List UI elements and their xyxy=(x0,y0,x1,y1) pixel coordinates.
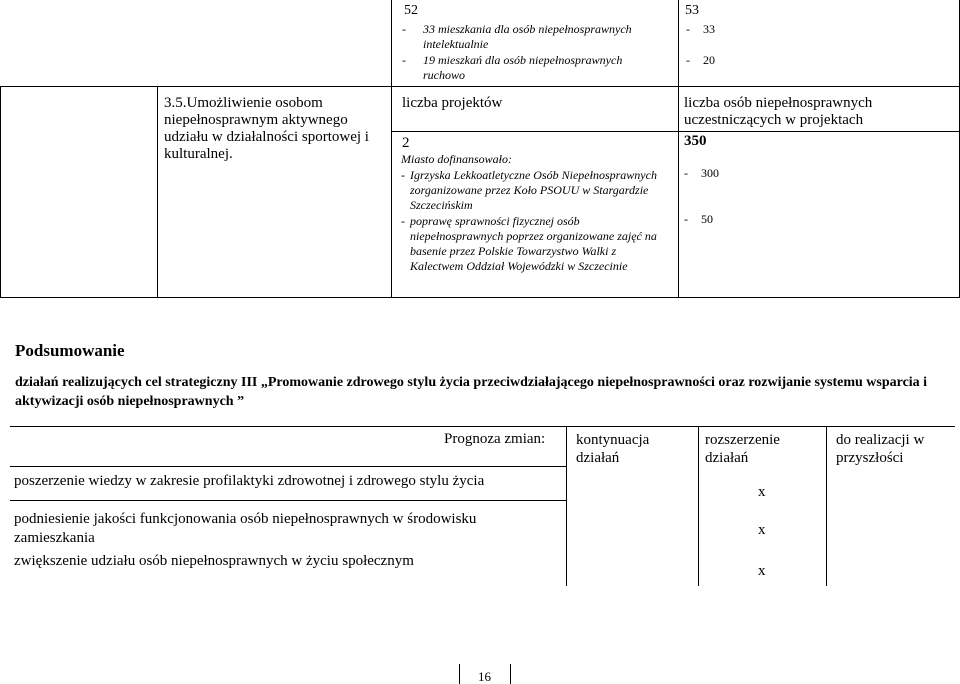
col2-funded-label: Miasto dofinansowało: xyxy=(401,152,513,166)
forecast-col-divider-1 xyxy=(566,426,567,586)
col3-item-1-text: 300 xyxy=(701,166,719,180)
col3-item-1 xyxy=(684,166,719,181)
col3-header: liczba osób niepełnosprawnych uczestniczących w projektach xyxy=(684,95,873,128)
dash: - xyxy=(684,166,688,180)
forecast-top-border xyxy=(10,426,955,427)
col2-funded-item-2-text: poprawę sprawności fizycznej osób niepełnosprawnych poprzez organizowane zajęć na basenie przez Polskie Towarzystwo Walki z Kalectwem Oddział Wojewódzki w Szczecinie xyxy=(410,214,657,273)
forecast-label: Prognoza zmian: xyxy=(444,431,546,447)
col3-top-line-1 xyxy=(686,22,715,37)
col2-funded-item-1-text: Igrzyska Lekkoatletyczne Osób Niepełnosprawnych zorganizowane przez Koło PSOUU w Stargardzie Szczecińskim xyxy=(410,168,657,212)
table-left-border xyxy=(0,86,1,298)
dash: - xyxy=(686,53,690,67)
page-number: 16 xyxy=(478,669,491,684)
forecast-col-continuation: kontynuacja działań xyxy=(576,432,650,466)
col3-top-line-2 xyxy=(686,53,715,68)
col2-count: 2 xyxy=(402,135,410,151)
col3-top-line-2-text: 20 xyxy=(703,53,715,67)
page-number-box-right xyxy=(510,664,511,684)
col2-top-line-2 xyxy=(402,53,672,83)
col2-funded-item-1 xyxy=(401,168,671,213)
summary-text: działań realizujących cel strategiczny III „Promowanie zdrowego stylu życia przeciwdziałającego niepełnosprawności oraz rozwijanie systemu wsparcia i aktywizacji osób niepełnosprawnych ” xyxy=(15,375,928,409)
col2-top-line-1-text: 33 mieszkania dla osób niepełnosprawnych intelektualnie xyxy=(423,22,632,51)
page-number-box-left xyxy=(459,664,460,684)
table-col-divider-1 xyxy=(391,0,392,298)
dash: - xyxy=(402,53,406,67)
col3-top-line-1-text: 33 xyxy=(703,22,715,36)
table-bottom-border xyxy=(0,297,960,298)
dash: - xyxy=(684,212,688,226)
forecast-row-1-mark: x xyxy=(758,484,766,500)
col2-top-line-2-text: 19 mieszkań dla osób niepełnosprawnych ruchowo xyxy=(423,53,623,82)
dash: - xyxy=(401,214,405,228)
forecast-col-extension: rozszerzenie działań xyxy=(705,432,780,466)
forecast-row-1-text: poszerzenie wiedzy w zakresie profilaktyki zdrowotnej i zdrowego stylu życia xyxy=(14,473,485,489)
forecast-col-divider-2 xyxy=(698,426,699,586)
forecast-header-divider xyxy=(10,466,566,467)
table-col-divider-2 xyxy=(678,0,679,298)
table-header-line-left xyxy=(0,86,960,87)
col2-top-number: 52 xyxy=(404,3,418,18)
col3-item-2-text: 50 xyxy=(701,212,713,226)
col3-item-2 xyxy=(684,212,713,227)
col2-header: liczba projektów xyxy=(402,95,503,111)
goal-item-text: 3.5.Umożliwienie osobom niepełnosprawnym aktywnego udziału w działalności sportowej i kulturalnej. xyxy=(164,95,369,162)
col2-top-line-1 xyxy=(402,22,672,52)
dash: - xyxy=(686,22,690,36)
dash: - xyxy=(402,22,406,36)
table-row-divider xyxy=(391,131,960,132)
forecast-row-3-mark: x xyxy=(758,563,766,579)
forecast-row-3-text: zwiększenie udziału osób niepełnosprawnych w życiu społecznym xyxy=(14,553,414,569)
forecast-col-future: do realizacji w przyszłości xyxy=(836,432,925,466)
forecast-row-divider-1 xyxy=(10,500,566,501)
forecast-row-2-text: podniesienie jakości funkcjonowania osób niepełnosprawnych w środowisku zamieszkania xyxy=(14,511,477,546)
col2-funded-item-2 xyxy=(401,214,671,274)
col3-count: 350 xyxy=(684,133,707,149)
col3-top-number: 53 xyxy=(685,3,699,18)
table-col1-inner-left xyxy=(157,86,158,298)
summary-title: Podsumowanie xyxy=(15,341,125,360)
forecast-col-divider-3 xyxy=(826,426,827,586)
dash: - xyxy=(401,168,405,182)
forecast-row-2-mark: x xyxy=(758,522,766,538)
